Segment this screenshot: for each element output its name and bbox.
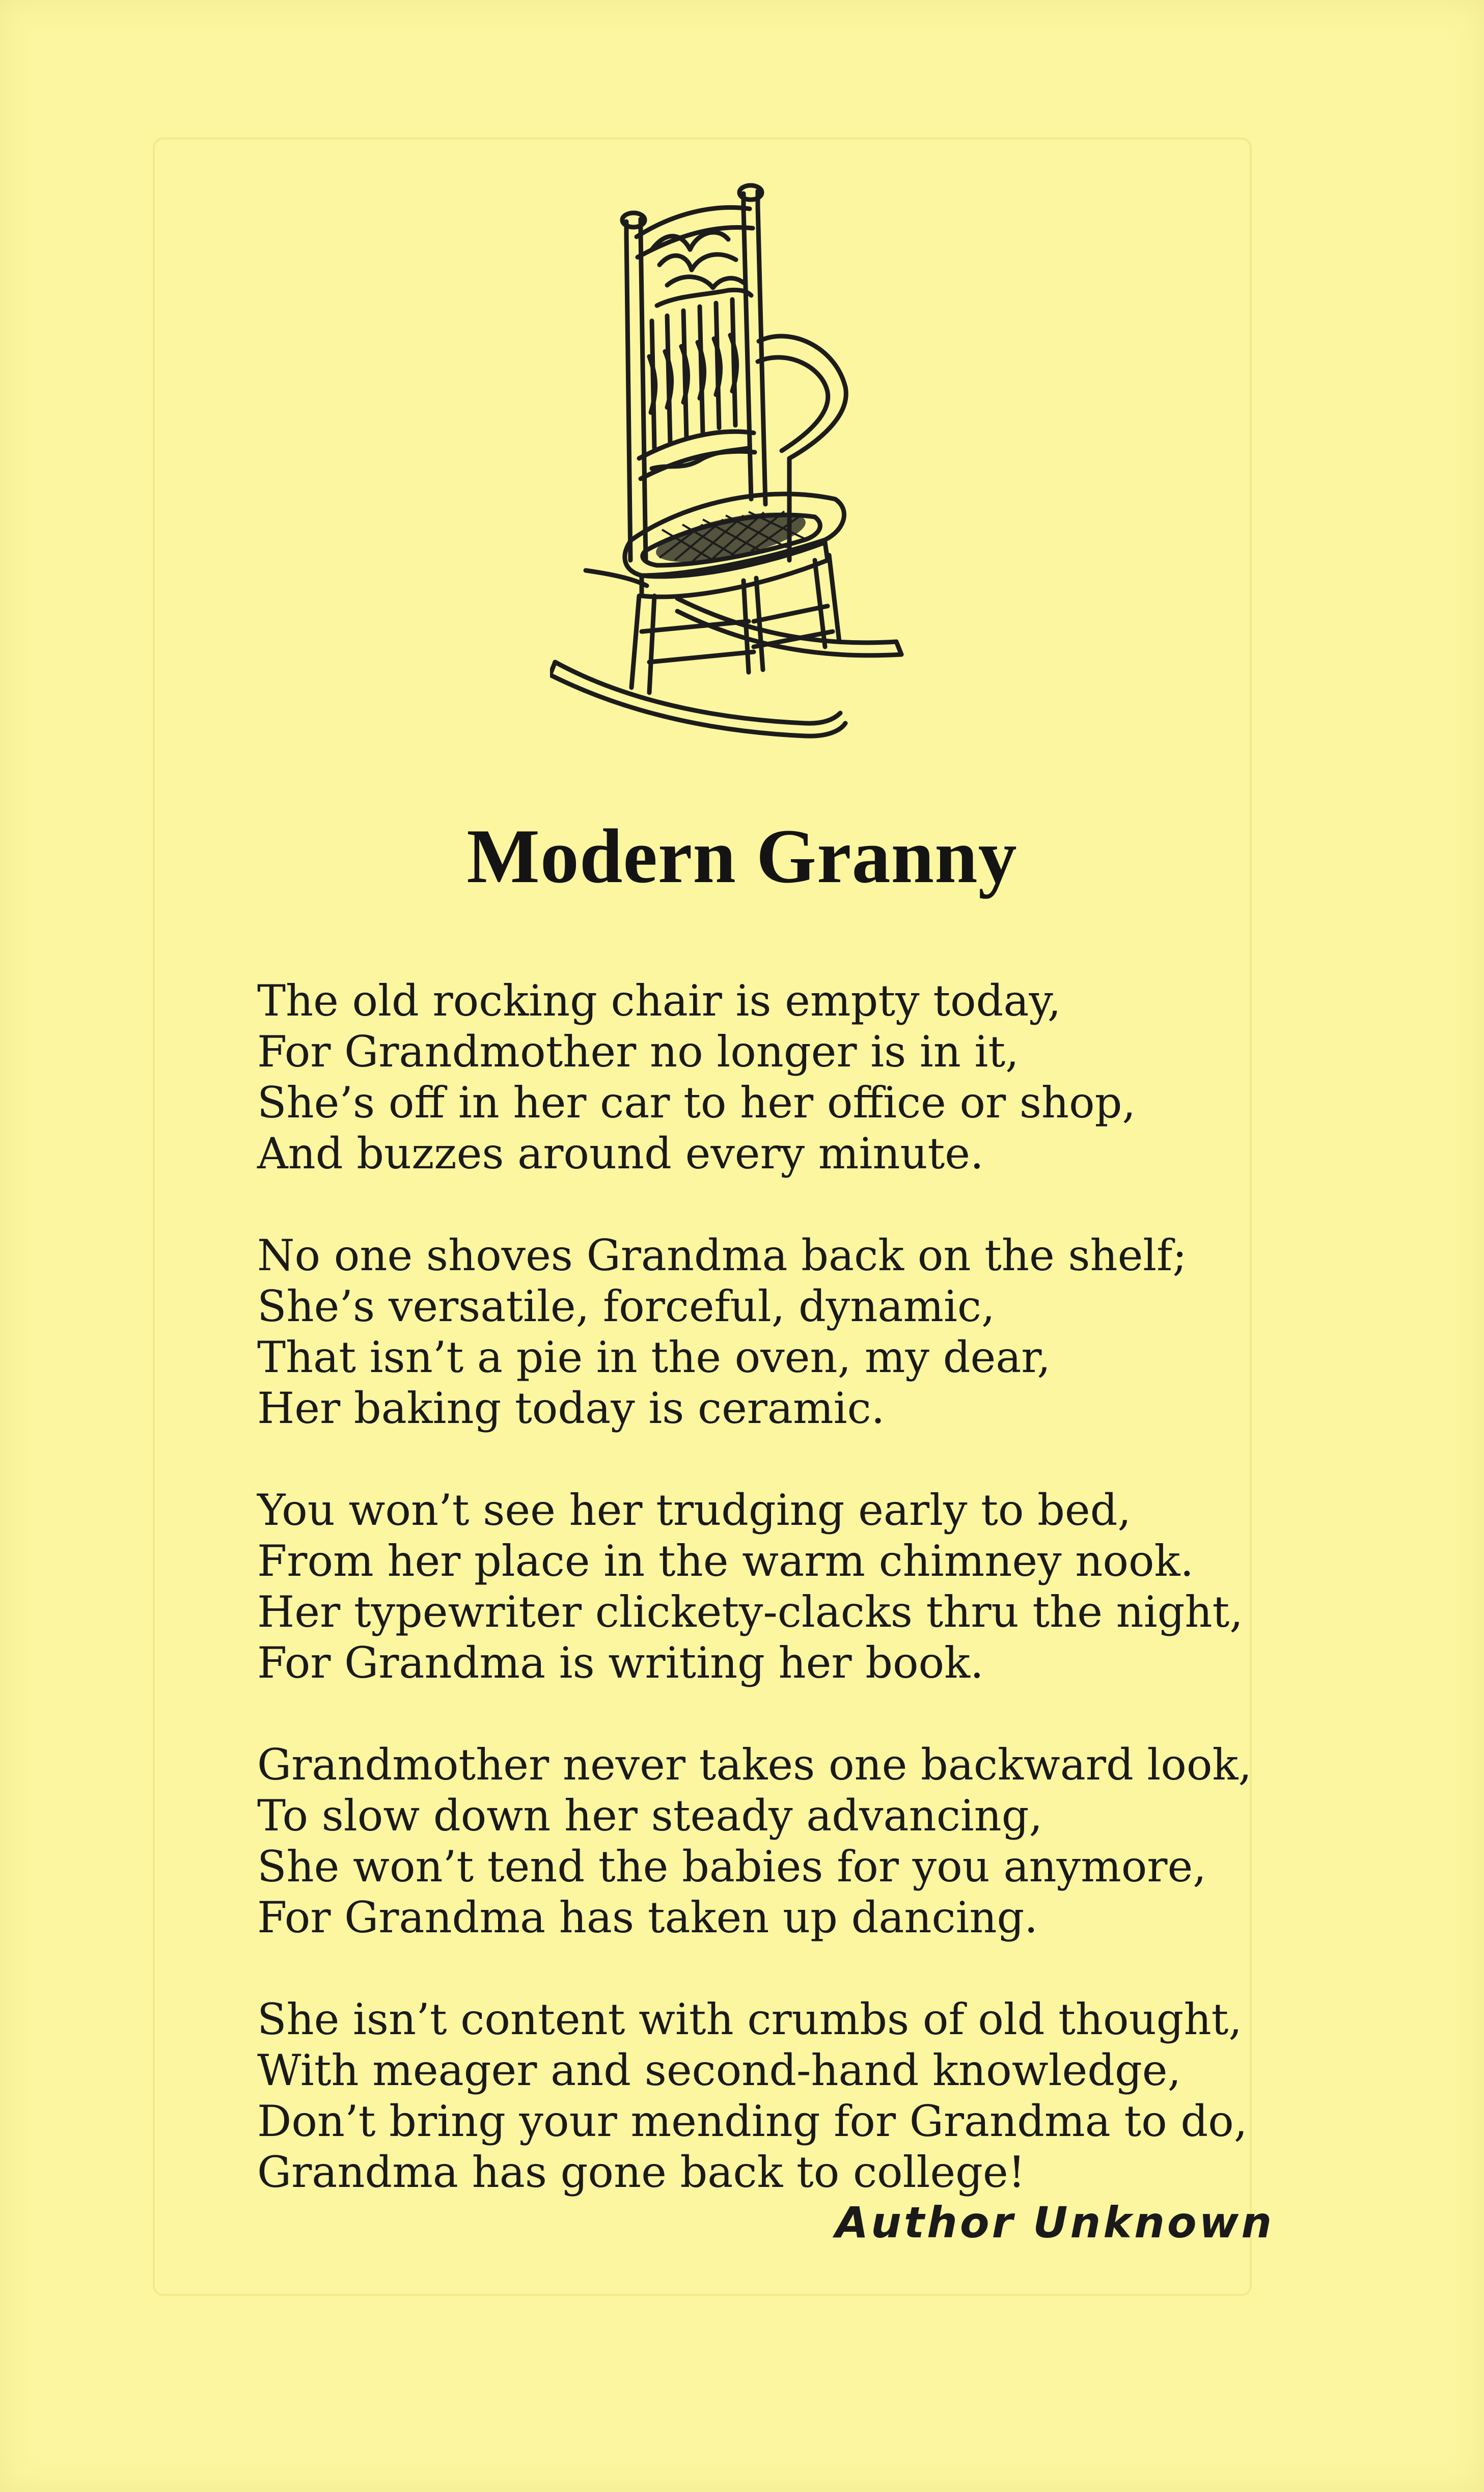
stanza	[257, 975, 1352, 1179]
poem-body	[257, 975, 1352, 2249]
poem-line: To slow down her steady advancing,	[257, 1791, 1043, 1841]
poem-line: That isn’t a pie in the oven, my dear,	[257, 1332, 1051, 1382]
poem-line: You won’t see her trudging early to bed,	[257, 1485, 1132, 1535]
poem-line: She isn’t content with crumbs of old thought,	[257, 1994, 1243, 2044]
poem-line: And buzzes around every minute.	[257, 1129, 984, 1179]
poem-line: For Grandma is writing her book.	[257, 1638, 984, 1688]
stanza	[257, 1739, 1352, 1943]
poem-title: Modern Granny	[466, 813, 1018, 899]
poem-line: She’s off in her car to her office or shop,	[257, 1078, 1136, 1128]
poem-line: From her place in the warm chimney nook.	[257, 1536, 1194, 1586]
stanza	[257, 1485, 1352, 1688]
poem-line: Her baking today is ceramic.	[257, 1383, 885, 1433]
author-credit: Author Unknown	[835, 2198, 1274, 2248]
poem-line: Grandma has gone back to college!	[257, 2147, 1026, 2197]
poem-line: For Grandmother no longer is in it,	[257, 1027, 1019, 1077]
poem-line: With meager and second-hand knowledge,	[257, 2045, 1181, 2095]
poem-line: Grandmother never takes one backward look,	[257, 1740, 1252, 1790]
poem-line: Don’t bring your mending for Grandma to do,	[257, 2096, 1248, 2146]
poem-line: No one shoves Grandma back on the shelf;	[257, 1230, 1187, 1280]
stanza	[257, 1994, 1352, 2198]
poem-line: Her typewriter clickety-clacks thru the night,	[257, 1587, 1243, 1637]
stanza	[257, 1230, 1352, 1434]
rocking-chair-icon	[550, 173, 937, 764]
poem-line: She won’t tend the babies for you anymore,	[257, 1842, 1206, 1892]
poem-line: For Grandma has taken up dancing.	[257, 1893, 1038, 1942]
poem-line: She’s versatile, forceful, dynamic,	[257, 1281, 995, 1331]
poem-line: The old rocking chair is empty today,	[257, 976, 1061, 1026]
